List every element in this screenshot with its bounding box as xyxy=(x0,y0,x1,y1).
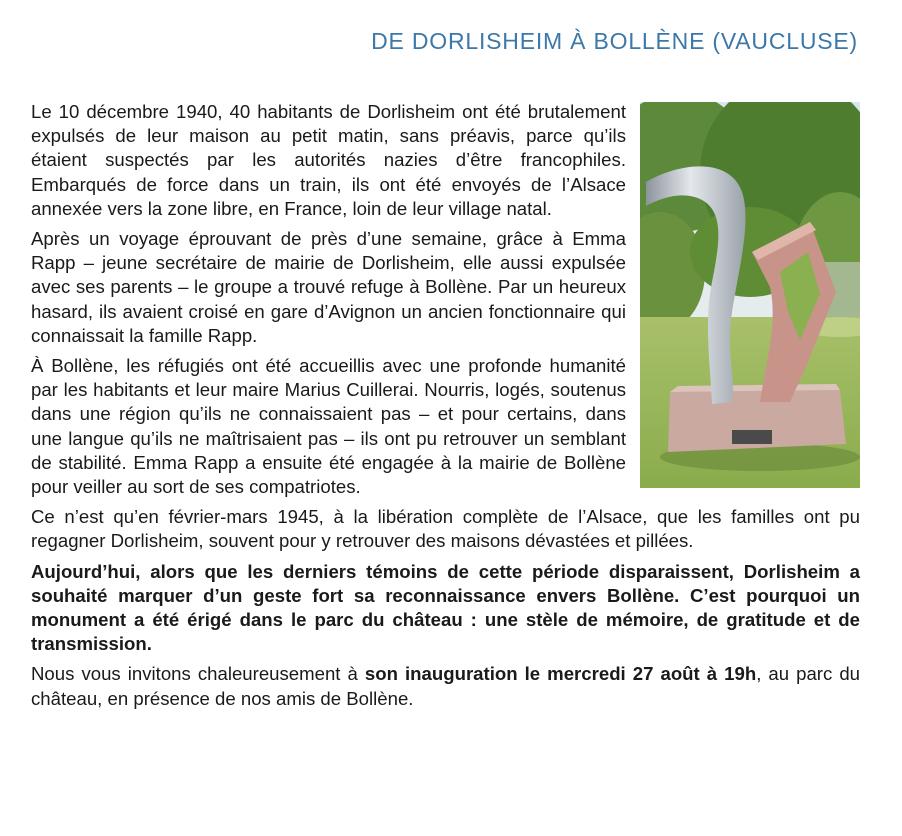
invitation-prefix: Nous vous invitons chaleureusement à xyxy=(31,663,365,685)
paragraph-journey: Après un voyage éprouvant de près d’une semaine, grâce à Emma Rapp – jeune secrétaire de mairie de Dorlisheim, elle aussi expulsée avec ses parents – le groupe a trouvé refuge à Bollène. Par un heureux hasard, ils avaient croisé en gare d’Avignon un ancien fonctionnaire qui connaissait la famille Rapp. xyxy=(31,228,626,346)
paragraph-invitation xyxy=(31,662,860,710)
page-title: DE DORLISHEIM À BOLLÈNE (VAUCLUSE) xyxy=(371,28,858,54)
invitation-highlight: son inauguration le mercredi 27 août à 19h xyxy=(364,663,757,685)
paragraph-return: Ce n’est qu’en février-mars 1945, à la libération complète de l’Alsace, que les familles ont pu regagner Dorlisheim, souvent pour y retrouver des maisons dévastées et pillées. xyxy=(31,506,860,552)
monument-photo xyxy=(640,102,860,488)
invitation-suffix: , au parc du château, en présence de nos amis de Bollène. xyxy=(31,663,860,709)
paragraph-monument: Aujourd’hui, alors que les derniers témoins de cette période disparaissent, Dorlisheim a souhaité marquer d’un geste fort sa reconnaissance envers Bollène. C’est pourquoi un monument a été érigé dans le parc du château : une stèle de mémoire, de gratitude et de transmission. xyxy=(31,560,860,655)
article-body xyxy=(31,100,860,717)
paragraph-expulsion: Le 10 décembre 1940, 40 habitants de Dorlisheim ont été brutalement expulsés de leur maison au petit matin, sans préavis, parce qu’ils étaient suspectés par les autorités nazies d’être francophiles. Embarqués de force dans un train, ils ont été envoyés de l’Alsace annexée vers la zone libre, en France, loin de leur village natal. xyxy=(31,101,626,219)
paragraph-welcome: À Bollène, les réfugiés ont été accueillis avec une profonde humanité par les habitants et leur maire Marius Cuillerai. Nourris, logés, soutenus dans une région qu’ils ne connaissaient pas – et pour certains, dans une langue qu’ils ne maîtrisaient pas – ils ont pu retrouver un semblant de stabilité. Emma Rapp a ensuite été engagée à la mairie de Bollène pour veiller au sort de ses compatriotes. xyxy=(31,355,626,498)
